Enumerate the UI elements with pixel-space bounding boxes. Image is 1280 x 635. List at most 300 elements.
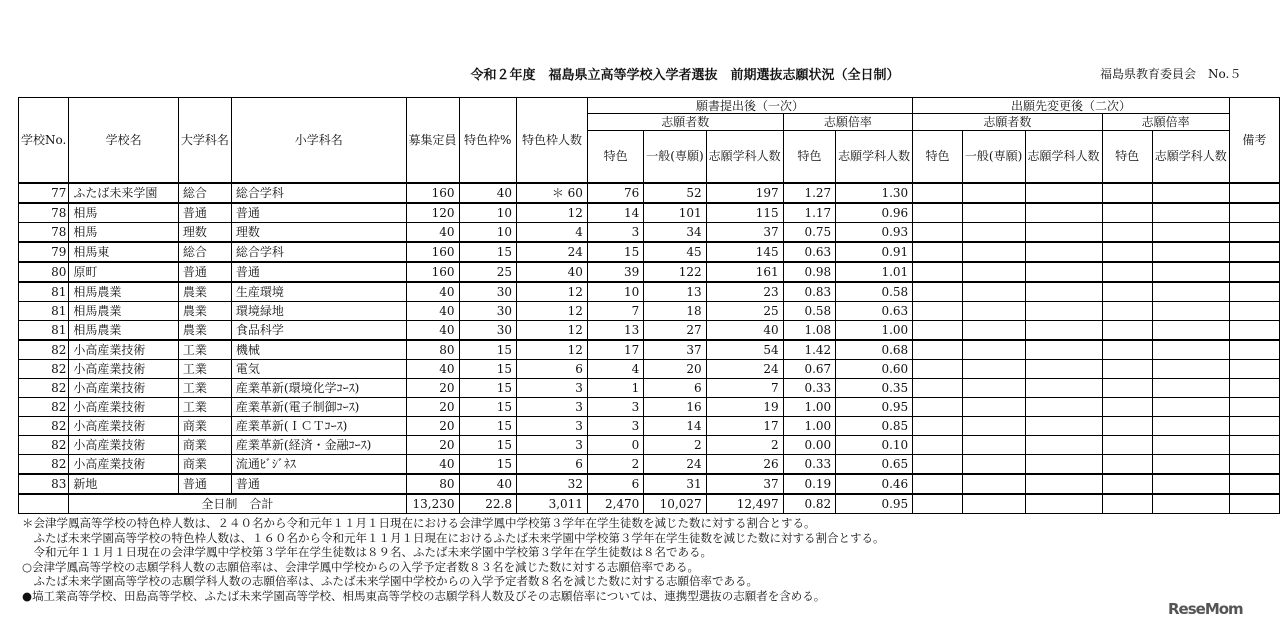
quota: 40 [406, 321, 459, 341]
applicants-special: 7 [587, 302, 643, 321]
quota: 20 [406, 379, 459, 398]
empty-cell [913, 494, 963, 514]
table-row [19, 455, 1280, 475]
school-name: 相馬農業 [69, 321, 179, 341]
empty-cell [1025, 223, 1102, 243]
special-pct: 15 [459, 417, 516, 436]
footnote: ●塙工業高等学校、田島高等学校、ふたば未来学園高等学校、相馬東高等学校の志願学科人数及びその志願倍率については、連携型選抜の志願者を含める。 [22, 588, 826, 603]
empty-cell [1152, 262, 1229, 282]
major: 普通 [178, 474, 231, 494]
empty-cell [962, 183, 1025, 203]
empty-cell [913, 455, 963, 475]
empty-cell [1025, 436, 1102, 455]
table-row [19, 203, 1280, 223]
ratio-special: 1.08 [783, 321, 835, 341]
applicants-special: 17 [587, 340, 643, 360]
ratio-special: 0.58 [783, 302, 835, 321]
total-label: 全日制 合計 [69, 494, 406, 514]
organization-label: 福島県教育委員会 No.５ [1100, 67, 1242, 81]
ratio-dept: 0.93 [836, 223, 913, 243]
empty-cell [1102, 242, 1152, 262]
applicants-dept: 23 [706, 282, 783, 302]
total-value: 10,027 [644, 494, 706, 514]
header-no: 学校No. [19, 98, 69, 184]
empty-cell [1229, 436, 1279, 455]
empty-cell [1152, 474, 1229, 494]
ratio-special: 0.33 [783, 455, 835, 475]
special-pct: 15 [459, 360, 516, 379]
empty-cell [962, 340, 1025, 360]
empty-cell [962, 494, 1025, 514]
school-no: 82 [19, 360, 69, 379]
header-ratio-2: 志願倍率 [1102, 114, 1229, 130]
ratio-special: 0.33 [783, 379, 835, 398]
applicants-general: 14 [644, 417, 706, 436]
empty-cell [1229, 302, 1279, 321]
empty-cell [913, 282, 963, 302]
empty-cell [1152, 360, 1229, 379]
applicants-dept: 19 [706, 398, 783, 417]
major: 工業 [178, 379, 231, 398]
page-title: 令和２年度 福島県立高等学校入学者選抜 前期選抜志願状況（全日制） [470, 68, 900, 83]
applicants-dept: 2 [706, 436, 783, 455]
empty-cell [1229, 340, 1279, 360]
empty-cell [1102, 262, 1152, 282]
empty-cell [1229, 262, 1279, 282]
table-row [19, 474, 1280, 494]
ratio-special: 1.27 [783, 183, 835, 203]
empty-cell [1152, 183, 1229, 203]
special-num: 3 [516, 436, 587, 455]
minor: 産業革新(ＩＣＴｺｰｽ) [231, 417, 406, 436]
empty-cell [1025, 262, 1102, 282]
empty-cell [1229, 223, 1279, 243]
empty-cell [1152, 340, 1229, 360]
major: 理数 [178, 223, 231, 243]
applicants-special: 3 [587, 398, 643, 417]
applicants-special: 76 [587, 183, 643, 203]
major: 商業 [178, 417, 231, 436]
subheader-tokushoku: 特色 [587, 130, 643, 183]
subheader-ippan: 一般(専願) [962, 130, 1025, 183]
minor: 産業革新(経済・金融ｺｰｽ) [231, 436, 406, 455]
total-row [19, 494, 1280, 514]
empty-cell [1025, 321, 1102, 341]
empty-cell [1025, 340, 1102, 360]
ratio-special: 0.19 [783, 474, 835, 494]
total-value: 0.82 [783, 494, 835, 514]
empty-cell [1102, 183, 1152, 203]
applicants-special: 0 [587, 436, 643, 455]
special-pct: 25 [459, 262, 516, 282]
header-major: 大学科名 [178, 98, 231, 184]
empty-cell [1025, 455, 1102, 475]
empty-cell [1102, 436, 1152, 455]
minor: 普通 [231, 203, 406, 223]
minor: 電気 [231, 360, 406, 379]
empty-cell [1152, 379, 1229, 398]
school-no: 83 [19, 474, 69, 494]
school-no: 80 [19, 262, 69, 282]
empty-cell [913, 417, 963, 436]
school-name: 小高産業技術 [69, 455, 179, 475]
school-name: 小高産業技術 [69, 436, 179, 455]
total-value: 22.8 [459, 494, 516, 514]
applicants-dept: 161 [706, 262, 783, 282]
empty-cell [1102, 223, 1152, 243]
applicants-general: 2 [644, 436, 706, 455]
applicants-dept: 145 [706, 242, 783, 262]
school-no: 82 [19, 455, 69, 475]
applicants-general: 27 [644, 321, 706, 341]
applicants-special: 4 [587, 360, 643, 379]
table-row [19, 282, 1280, 302]
ratio-special: 1.42 [783, 340, 835, 360]
empty-cell [1229, 398, 1279, 417]
major: 普通 [178, 262, 231, 282]
total-value: 2,470 [587, 494, 643, 514]
subheader-tokushoku: 特色 [783, 130, 835, 183]
applicants-special: 15 [587, 242, 643, 262]
empty-cell [1229, 321, 1279, 341]
applicants-general: 45 [644, 242, 706, 262]
footnote: ふたば未来学園高等学校の志願学科人数の志願倍率は、ふたば未来学園中学校からの入学予定者数８名を減じた数に対する志願倍率である。 [22, 574, 758, 588]
ratio-special: 1.17 [783, 203, 835, 223]
total-value: 3,011 [516, 494, 587, 514]
school-name: 小高産業技術 [69, 398, 179, 417]
applications-table [18, 97, 1280, 514]
ratio-special: 0.67 [783, 360, 835, 379]
empty-cell [913, 223, 963, 243]
special-pct: 15 [459, 242, 516, 262]
empty-cell [1229, 494, 1279, 514]
major: 普通 [178, 203, 231, 223]
quota: 80 [406, 474, 459, 494]
applicants-special: 1 [587, 379, 643, 398]
ratio-dept: 0.95 [836, 398, 913, 417]
special-num: 12 [516, 302, 587, 321]
ratio-special: 0.00 [783, 436, 835, 455]
ratio-dept: 1.01 [836, 262, 913, 282]
special-num: 3 [516, 417, 587, 436]
empty-cell [1102, 282, 1152, 302]
applicants-general: 101 [644, 203, 706, 223]
empty-cell [1025, 282, 1102, 302]
footnote: ＊会津学鳳高等学校の特色枠人数は、２４０名から令和元年１１月１日現在における会津学鳳中学校第３学年在学生徒数を減じた数に対する割合とする。 [22, 516, 816, 530]
empty-cell [1152, 417, 1229, 436]
applicants-dept: 54 [706, 340, 783, 360]
special-num: 40 [516, 262, 587, 282]
applicants-special: 13 [587, 321, 643, 341]
table-row [19, 360, 1280, 379]
applicants-general: 16 [644, 398, 706, 417]
ratio-dept: 0.60 [836, 360, 913, 379]
empty-cell [1025, 302, 1102, 321]
school-no: 78 [19, 203, 69, 223]
special-pct: 10 [459, 223, 516, 243]
school-no: 82 [19, 436, 69, 455]
footnote: 令和元年１１月１日現在の会津学鳳中学校第３学年在学生徒数は８９名、ふたば未来学園中学校第３学年在学生徒数は８名である。 [22, 545, 712, 559]
table-row [19, 436, 1280, 455]
quota: 40 [406, 455, 459, 475]
major: 農業 [178, 321, 231, 341]
applicants-general: 122 [644, 262, 706, 282]
school-name: 小高産業技術 [69, 340, 179, 360]
minor: 環境緑地 [231, 302, 406, 321]
minor: 産業革新(電子制御ｺｰｽ) [231, 398, 406, 417]
ratio-dept: 0.10 [836, 436, 913, 455]
applicants-special: 10 [587, 282, 643, 302]
empty-cell [1152, 302, 1229, 321]
special-num: 32 [516, 474, 587, 494]
empty-cell [913, 398, 963, 417]
subheader-tokushoku: 特色 [913, 130, 963, 183]
applicants-general: 31 [644, 474, 706, 494]
applicants-special: 6 [587, 474, 643, 494]
special-pct: 30 [459, 282, 516, 302]
applicants-special: 2 [587, 455, 643, 475]
ratio-dept: 0.46 [836, 474, 913, 494]
empty-cell [962, 474, 1025, 494]
ratio-dept: 0.35 [836, 379, 913, 398]
empty-cell [1152, 398, 1229, 417]
special-num: 6 [516, 360, 587, 379]
minor: 総合学科 [231, 183, 406, 203]
ratio-special: 0.75 [783, 223, 835, 243]
applicants-dept: 17 [706, 417, 783, 436]
major: 総合 [178, 183, 231, 203]
table-row [19, 321, 1280, 341]
applicants-general: 20 [644, 360, 706, 379]
special-pct: 15 [459, 379, 516, 398]
empty-cell [962, 398, 1025, 417]
header-school: 学校名 [69, 98, 179, 184]
empty-cell [1102, 203, 1152, 223]
empty-cell [962, 302, 1025, 321]
empty-cell [1102, 360, 1152, 379]
table-row [19, 398, 1280, 417]
empty-cell [19, 494, 69, 514]
empty-cell [1229, 417, 1279, 436]
school-name: 新地 [69, 474, 179, 494]
applicants-dept: 115 [706, 203, 783, 223]
empty-cell [1025, 398, 1102, 417]
table-row [19, 183, 1280, 203]
special-num: ＊ 60 [516, 183, 587, 203]
empty-cell [1102, 379, 1152, 398]
minor: 総合学科 [231, 242, 406, 262]
empty-cell [1152, 321, 1229, 341]
major: 工業 [178, 360, 231, 379]
ratio-special: 1.00 [783, 398, 835, 417]
empty-cell [962, 203, 1025, 223]
table-row [19, 262, 1280, 282]
minor: 機械 [231, 340, 406, 360]
major: 商業 [178, 436, 231, 455]
applicants-dept: 37 [706, 223, 783, 243]
school-name: 小高産業技術 [69, 360, 179, 379]
footnote: ○会津学鳳高等学校の志願学科人数の志願倍率は、会津学鳳中学校からの入学予定者数８３名を減じた数に対する志願倍率である。 [22, 559, 700, 574]
subheader-shigan: 志願学科人数 [836, 130, 913, 183]
empty-cell [962, 455, 1025, 475]
school-no: 81 [19, 282, 69, 302]
header-remarks: 備考 [1229, 98, 1279, 184]
subheader-tokushoku: 特色 [1102, 130, 1152, 183]
table-row [19, 340, 1280, 360]
special-pct: 30 [459, 321, 516, 341]
empty-cell [913, 436, 963, 455]
subheader-shigan: 志願学科人数 [1025, 130, 1102, 183]
empty-cell [962, 242, 1025, 262]
total-value: 13,230 [406, 494, 459, 514]
special-pct: 40 [459, 183, 516, 203]
subheader-shigan: 志願学科人数 [706, 130, 783, 183]
minor: 普通 [231, 262, 406, 282]
empty-cell [1102, 474, 1152, 494]
school-name: ふたば未来学園 [69, 183, 179, 203]
major: 工業 [178, 340, 231, 360]
applicants-general: 24 [644, 455, 706, 475]
quota: 160 [406, 183, 459, 203]
header-minor: 小学科名 [231, 98, 406, 184]
applicants-dept: 26 [706, 455, 783, 475]
subheader-ippan: 一般(専願) [644, 130, 706, 183]
quota: 40 [406, 360, 459, 379]
total-value: 12,497 [706, 494, 783, 514]
applicants-special: 3 [587, 223, 643, 243]
special-pct: 40 [459, 474, 516, 494]
header-applicants-2: 志願者数 [913, 114, 1102, 130]
minor: 産業革新(環境化学ｺｰｽ) [231, 379, 406, 398]
empty-cell [913, 242, 963, 262]
empty-cell [913, 302, 963, 321]
major: 商業 [178, 455, 231, 475]
empty-cell [1152, 242, 1229, 262]
empty-cell [962, 436, 1025, 455]
empty-cell [1229, 379, 1279, 398]
quota: 40 [406, 223, 459, 243]
table-row [19, 417, 1280, 436]
applicants-special: 14 [587, 203, 643, 223]
minor: 食品科学 [231, 321, 406, 341]
special-pct: 15 [459, 455, 516, 475]
empty-cell [913, 203, 963, 223]
quota: 120 [406, 203, 459, 223]
empty-cell [1102, 321, 1152, 341]
empty-cell [962, 417, 1025, 436]
ratio-special: 0.83 [783, 282, 835, 302]
empty-cell [1102, 494, 1152, 514]
special-num: 12 [516, 203, 587, 223]
empty-cell [1025, 242, 1102, 262]
empty-cell [1102, 455, 1152, 475]
empty-cell [1025, 494, 1102, 514]
ratio-dept: 0.65 [836, 455, 913, 475]
empty-cell [1102, 398, 1152, 417]
empty-cell [962, 321, 1025, 341]
empty-cell [913, 474, 963, 494]
empty-cell [1229, 455, 1279, 475]
school-no: 82 [19, 398, 69, 417]
ratio-dept: 0.58 [836, 282, 913, 302]
empty-cell [1025, 360, 1102, 379]
empty-cell [1229, 183, 1279, 203]
ratio-dept: 0.91 [836, 242, 913, 262]
empty-cell [1152, 223, 1229, 243]
ratio-dept: 0.68 [836, 340, 913, 360]
quota: 20 [406, 436, 459, 455]
table-row [19, 242, 1280, 262]
school-name: 相馬農業 [69, 302, 179, 321]
minor: 生産環境 [231, 282, 406, 302]
ratio-dept: 1.00 [836, 321, 913, 341]
applicants-general: 18 [644, 302, 706, 321]
table-row [19, 302, 1280, 321]
ratio-special: 0.63 [783, 242, 835, 262]
empty-cell [1229, 282, 1279, 302]
applicants-dept: 7 [706, 379, 783, 398]
header-applicants-1: 志願者数 [587, 114, 783, 130]
footnote: ふたば未来学園高等学校の特色枠人数は、１６０名から令和元年１１月１日現在におけるふたば未来学園中学校第３学年在学生徒数を減じた数に対する割合とする。 [22, 530, 885, 545]
empty-cell [913, 321, 963, 341]
school-no: 77 [19, 183, 69, 203]
school-name: 相馬 [69, 223, 179, 243]
empty-cell [913, 360, 963, 379]
footnotes [22, 516, 885, 603]
school-name: 相馬農業 [69, 282, 179, 302]
minor: 理数 [231, 223, 406, 243]
applicants-dept: 197 [706, 183, 783, 203]
applicants-dept: 24 [706, 360, 783, 379]
school-no: 81 [19, 302, 69, 321]
empty-cell [962, 262, 1025, 282]
header-pct: 特色枠% [459, 98, 516, 184]
ratio-special: 1.00 [783, 417, 835, 436]
empty-cell [1229, 360, 1279, 379]
quota: 40 [406, 302, 459, 321]
ratio-dept: 0.96 [836, 203, 913, 223]
minor: 流通ﾋﾞｼﾞﾈｽ [231, 455, 406, 475]
empty-cell [1152, 436, 1229, 455]
applicants-dept: 37 [706, 474, 783, 494]
empty-cell [1152, 494, 1229, 514]
empty-cell [1102, 340, 1152, 360]
special-num: 4 [516, 223, 587, 243]
special-num: 12 [516, 321, 587, 341]
special-num: 24 [516, 242, 587, 262]
special-pct: 15 [459, 398, 516, 417]
empty-cell [913, 183, 963, 203]
applicants-general: 37 [644, 340, 706, 360]
header-special-num: 特色枠人数 [516, 98, 587, 184]
special-num: 6 [516, 455, 587, 475]
empty-cell [1229, 474, 1279, 494]
header-second: 出願先変更後（二次） [913, 98, 1230, 114]
empty-cell [1152, 282, 1229, 302]
empty-cell [1152, 203, 1229, 223]
school-name: 小高産業技術 [69, 379, 179, 398]
quota: 160 [406, 242, 459, 262]
total-value: 0.95 [836, 494, 913, 514]
empty-cell [962, 223, 1025, 243]
empty-cell [1025, 203, 1102, 223]
quota: 160 [406, 262, 459, 282]
special-pct: 30 [459, 302, 516, 321]
empty-cell [1102, 302, 1152, 321]
empty-cell [1025, 379, 1102, 398]
special-num: 12 [516, 340, 587, 360]
major: 農業 [178, 282, 231, 302]
